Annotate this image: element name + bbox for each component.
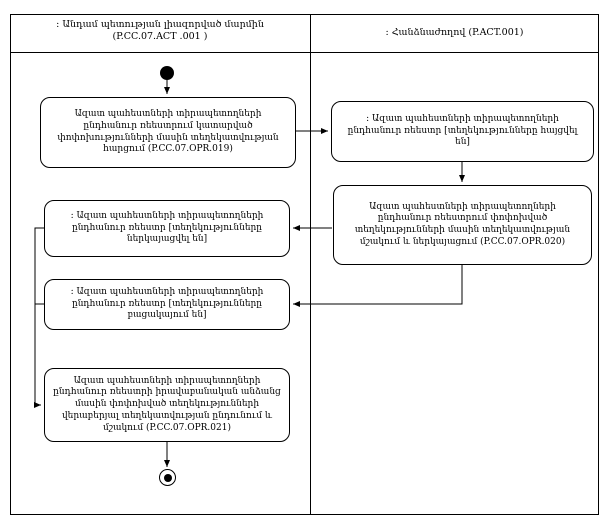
lane-header-separator	[10, 52, 599, 53]
lane-right-title: : Հանձնաժողով (P.ACT.001)	[385, 27, 524, 38]
object-node-registry-absent	[44, 279, 290, 330]
initial-node	[160, 66, 174, 80]
object-node-registry-presented	[44, 200, 290, 257]
action-node-receive-process-info	[44, 368, 290, 442]
action-node-request-info	[40, 97, 296, 168]
lane-header-left	[12, 19, 308, 43]
lane-left-title: : Անդամ պետության լիազորված մարմին	[56, 19, 264, 30]
lane-header-right	[312, 27, 597, 39]
object-node-registry-absent-label: : Ազատ պահեստների տիրապետողների ընդհանուր ռեեստր [տեղեկությունները բացակայում են]	[70, 286, 264, 321]
lane-left-subtitle: (P.CC.07.ACT .001 )	[112, 30, 208, 42]
final-node-inner-dot	[164, 474, 172, 482]
object-node-registry-requested	[331, 101, 594, 162]
action-node-process-present-info	[333, 185, 592, 265]
object-node-registry-requested-label: : Ազատ պահեստների տիրապետողների ընդհանուր ռեեստր [տեղեկությունները հայցվել են]	[347, 113, 578, 148]
action-node-receive-process-info-label: Ազատ պահեստների տիրապետողների ընդհանուր ռեեստրի իրավաբանական անձանց մասին փոփոխված տեղեկությունների վերաբերյալ տեղեկատվության ընդունում և մշակում (P.CC.07.OPR.021)	[53, 375, 281, 433]
action-node-process-present-info-label: Ազատ պահեստների տիրապետողների ընդհանուր ռեեստրում փոփոխված տեղեկությունների մասին տեղեկատվության մշակում և ներկայացում (P.CC.07.OPR.020)	[354, 201, 571, 247]
object-node-registry-presented-label: : Ազատ պահեստների տիրապետողների ընդհանուր ռեեստր [տեղեկությունները ներկայացվել են]	[70, 210, 264, 245]
lane-divider	[310, 14, 311, 515]
final-node	[159, 469, 176, 486]
action-node-request-info-label: Ազատ պահեստների տիրապետողների ընդհանուր ռեեստրում կատարված փոփոխությունների մասին տեղեկատվության հարցում (P.CC.07.OPR.019)	[57, 109, 279, 155]
